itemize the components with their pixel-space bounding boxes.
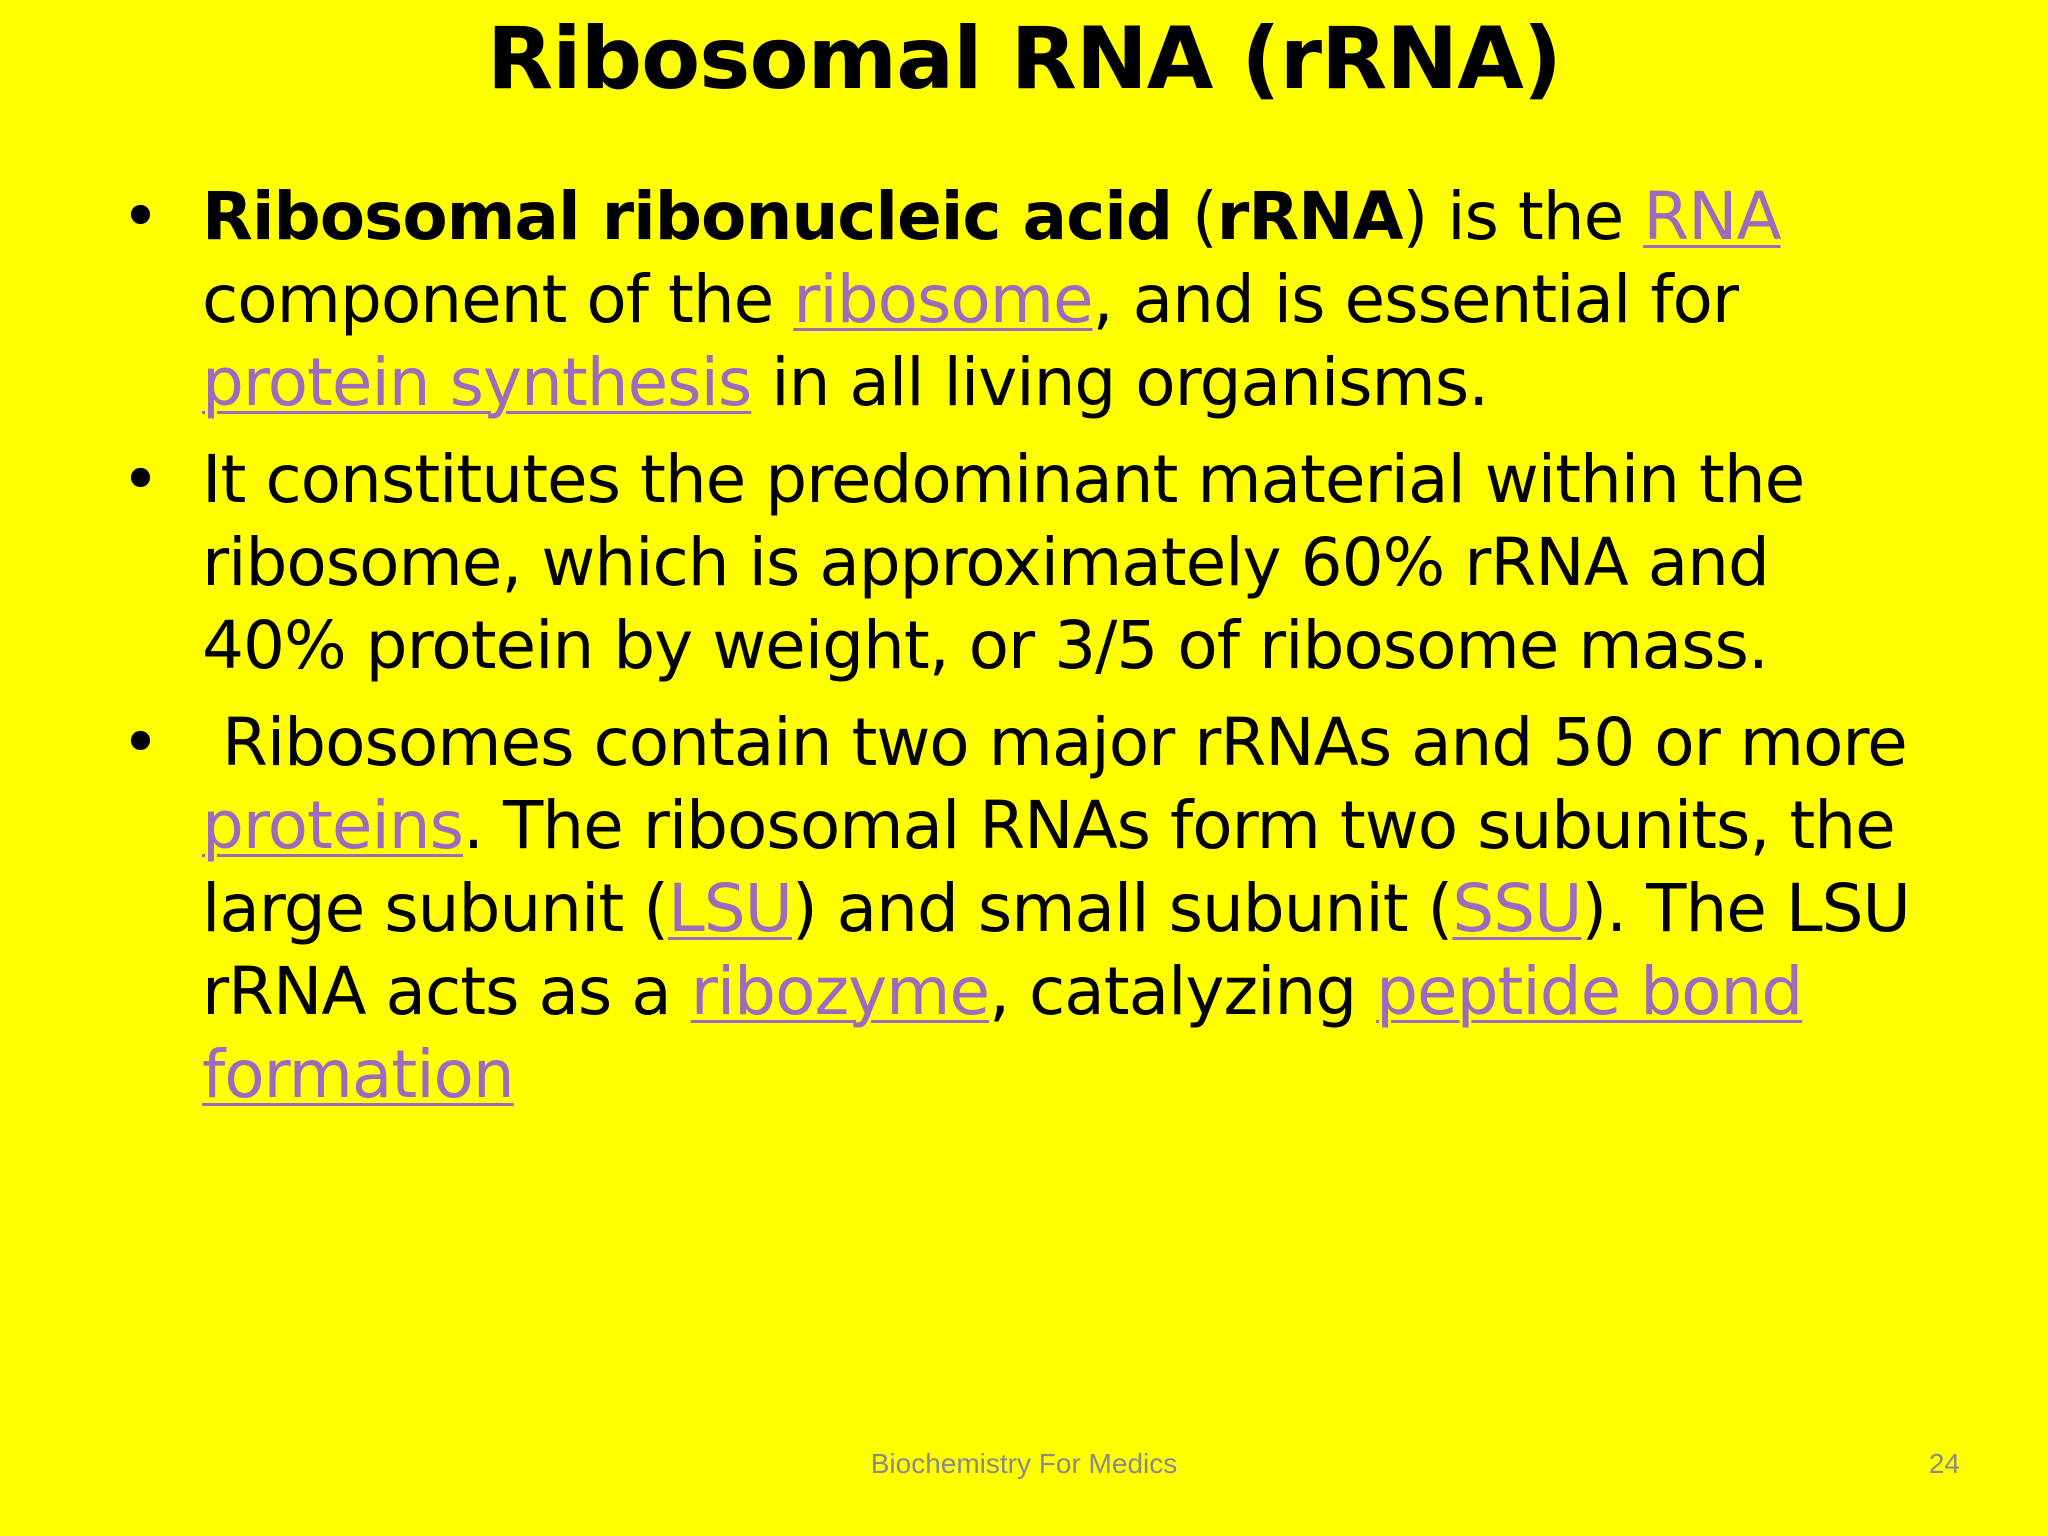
text-segment: . The ribosomal RNAs form two subunits, the large subunit ( [202, 787, 1895, 947]
bullet-mark: • [121, 704, 159, 781]
text-segment: ) and small subunit ( [791, 870, 1453, 947]
rna-link[interactable]: RNA [1643, 178, 1781, 255]
bullet-mark: • [121, 441, 159, 518]
text-segment: component of the [202, 261, 794, 338]
peptide-bond-formation-link[interactable]: peptide bond formation [202, 953, 1803, 1113]
bullet-item-3 [120, 701, 1927, 1116]
bullet-item-2 [120, 438, 1920, 687]
proteins-link[interactable]: proteins [202, 787, 463, 864]
slide-title: Ribosomal RNA (rRNA) [486, 9, 1562, 109]
text-segment: ) is the [1402, 178, 1644, 255]
text-segment: It constitutes the predominant material within the ribosome, which is approximately 60% rRNA and 40% protein by weight, or 3/5 of ribosome mass. [202, 441, 1805, 684]
text-segment: , catalyzing [989, 953, 1377, 1030]
text-segment: ). The LSU rRNA acts as a [202, 870, 1910, 1030]
term-rrna: rRNA [1216, 178, 1403, 255]
bullet-item-1 [120, 175, 1920, 424]
footer-text: Biochemistry For Medics [870, 1448, 1178, 1479]
page-number: 24 [1928, 1448, 1960, 1479]
lsu-link[interactable]: LSU [667, 870, 792, 947]
text-segment: , and is essential for [1092, 261, 1739, 338]
bullet-list [120, 175, 1927, 1130]
protein-synthesis-link[interactable]: protein synthesis [202, 344, 752, 421]
bullet-mark: • [121, 178, 159, 255]
text-segment: Ribosomes contain two major rRNAs and 50 or more [202, 704, 1927, 781]
ribozyme-link[interactable]: ribozyme [690, 953, 990, 1030]
text-segment: ( [1172, 178, 1217, 255]
ribosome-link[interactable]: ribosome [793, 261, 1093, 338]
text-segment: in all living organisms. [751, 344, 1489, 421]
ssu-link[interactable]: SSU [1452, 870, 1582, 947]
term-ribosomal-ribonucleic-acid: Ribosomal ribonucleic acid [202, 178, 1173, 255]
